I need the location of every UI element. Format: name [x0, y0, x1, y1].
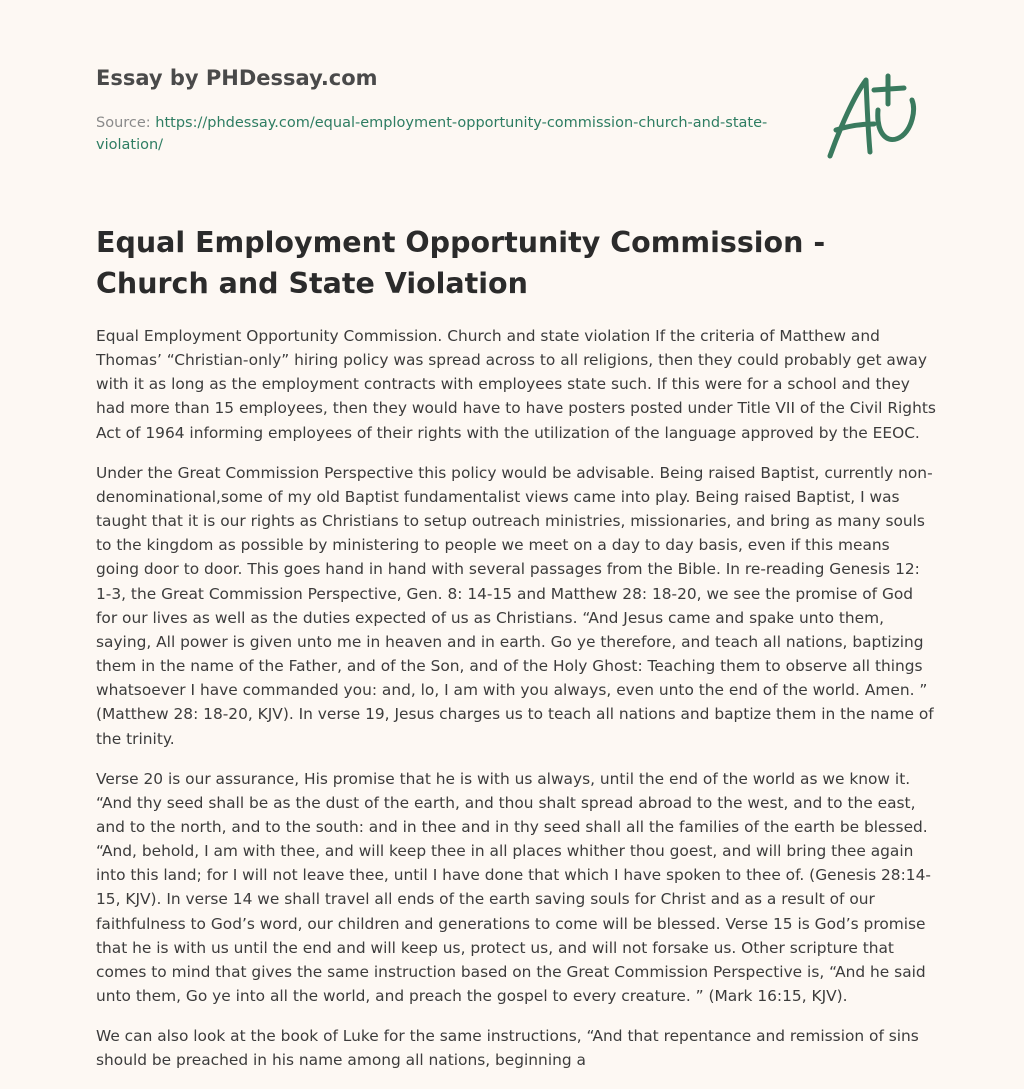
essay-title: Equal Employment Opportunity Commission - Church and State Violation: [96, 226, 826, 300]
essay-body: [96, 324, 936, 1089]
essay-paragraph: Verse 20 is our assurance, His promise that he is with us always, until the end of the world as we know it. “And thy seed shall be as the dust of the earth, and thou shalt spread abroad to the west, and to the east, and to the north, and to the south: and in thee and in thy seed shall all the families of the earth be blessed. “And, behold, I am with thee, and will keep thee in all places whither thou goest, and will bring thee again into this land; for I will not leave thee, until I have done that which I have spoken to thee of. (Genesis 28:14-15, KJV). In verse 14 we shall travel all ends of the earth saving souls for Christ and as a result of our faithfulness to God’s word, our children and generations to come will be blessed. Verse 15 is God’s promise that he is with us until the end and will keep us, protect us, and will not forsake us. Other scripture that comes to mind that gives the same instruction based on the Great Commission Perspective is, “And he said unto them, Go ye into all the world, and preach the gospel to every creature. ” (Mark 16:15, KJV).: [96, 769, 931, 1006]
essay-paragraph: Under the Great Commission Perspective this policy would be advisable. Being raised Baptist, currently non-denominational,some of my old Baptist fundamentalist views came into play. Being raised Baptist, I was taught that it is our rights as Christians to setup outreach ministries, missionaries, and bring as many souls to the kingdom as possible by ministering to people we meet on a day to day basis, even if this means going door to door. This goes hand in hand with several passages from the Bible. In re-reading Genesis 12: 1-3, the Great Commission Perspective, Gen. 8: 14-15 and Matthew 28: 18-20, we see the promise of God for our lives as well as the duties expected of us as Christians. “And Jesus came and spake unto them, saying, All power is given unto me in heaven and in earth. Go ye therefore, and teach all nations, baptizing them in the name of the Father, and of the Son, and of the Holy Ghost: Teaching them to observe all things whatsoever I have commanded you: and, lo, I am with you always, even unto the end of the world. Amen. ” (Matthew 28: 18-20, KJV). In verse 19, Jesus charges us to teach all nations and baptize them in the name of the trinity.: [96, 463, 934, 748]
source-line: [96, 112, 776, 156]
a-plus-grade-icon: [818, 66, 928, 166]
source-label: Source:: [96, 115, 156, 131]
site-title: Essay by PHDessay.com: [96, 66, 378, 90]
essay-paragraph: Equal Employment Opportunity Commission. Church and state violation If the criteria of Matthew and Thomas’ “Christian-only” hiring policy was spread across to all religions, then they could probably get away with it as long as the employment contracts with employees state such. If this were for a school and they had more than 15 employees, then they would have to have posters posted under Title VII of the Civil Rights Act of 1964 informing employees of their rights with the utilization of the language approved by the EEOC.: [96, 327, 936, 442]
essay-paragraph: We can also look at the book of Luke for the same instructions, “And that repentance and remission of sins should be preached in his name among all nations, beginning a: [96, 1027, 919, 1070]
source-link[interactable]: https://phdessay.com/equal-employment-opportunity-commission-church-and-state-violation/: [96, 115, 768, 153]
